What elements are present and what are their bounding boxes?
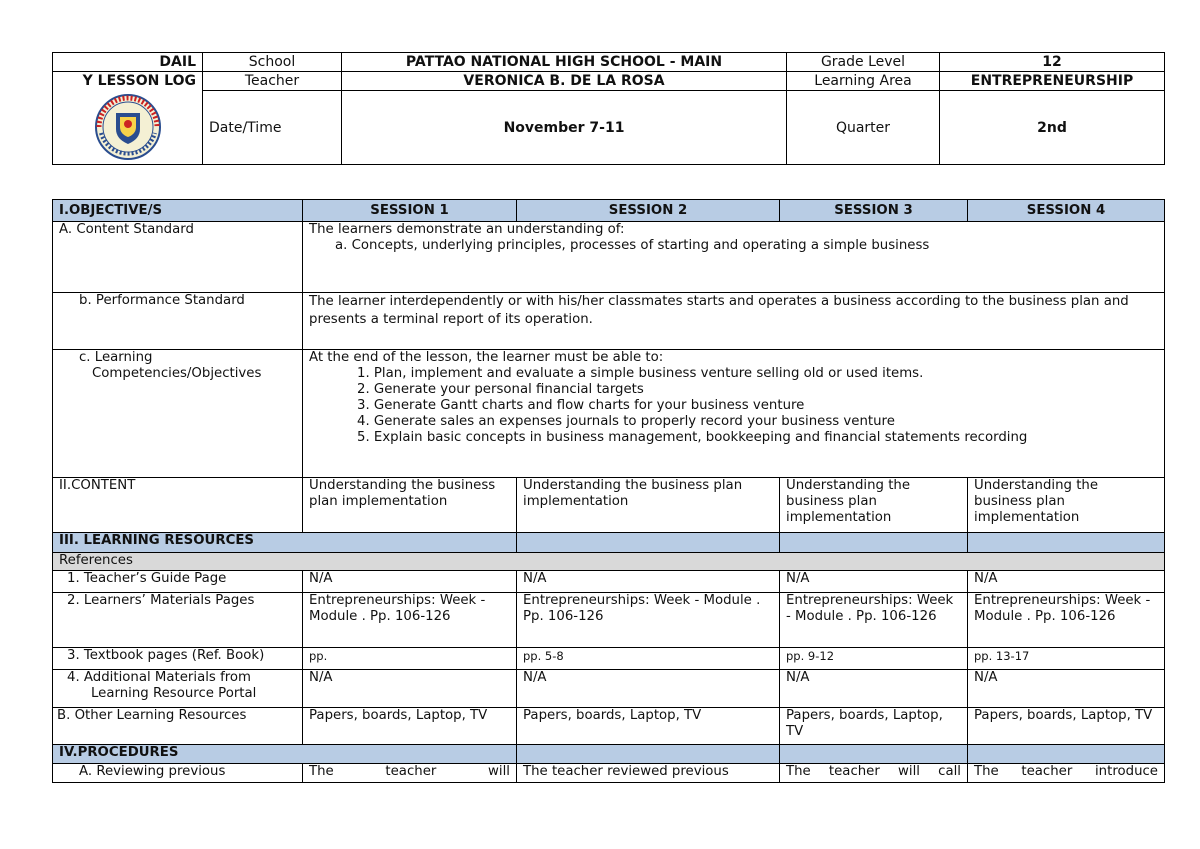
competencies-cell — [303, 350, 1165, 478]
resources-header-row — [53, 533, 1165, 553]
date-value: November 7-11 — [342, 91, 787, 165]
log-title-line2: Y LESSON LOG — [53, 72, 203, 91]
competencies-row — [53, 350, 1165, 478]
competencies-intro: At the end of the lesson, the learner must be able to: — [309, 350, 664, 365]
procedures-empty-4 — [968, 745, 1165, 764]
grade-value: 12 — [940, 53, 1165, 72]
content-standard-label: A. Content Standard — [53, 222, 303, 293]
session-3-header: SESSION 3 — [780, 200, 968, 222]
learners-materials-row — [53, 593, 1165, 648]
additional-materials-label-line1: 4. Additional Materials from — [67, 670, 252, 685]
procedures-empty-2 — [517, 745, 780, 764]
content-session-1: Understanding the business plan implementation — [303, 478, 517, 533]
reviewing-row — [53, 764, 1165, 783]
seal-cell — [53, 91, 203, 165]
reviewing-session-1: The teacher will — [303, 764, 517, 783]
log-title-line1: DAIL — [53, 53, 203, 72]
lesson-table — [52, 199, 1165, 783]
grade-label: Grade Level — [787, 53, 940, 72]
teachers-guide-row — [53, 571, 1165, 593]
teacher-label: Teacher — [203, 72, 342, 91]
learners-materials-session-3: Entrepreneurships: Week - Module . Pp. 106-126 — [780, 593, 968, 648]
teachers-guide-session-2: N/A — [517, 571, 780, 593]
content-session-4: Understanding the business plan implementation — [968, 478, 1165, 533]
content-standard-intro: The learners demonstrate an understanding of: — [309, 222, 625, 237]
competencies-label-cell — [53, 350, 303, 478]
quarter-label: Quarter — [787, 91, 940, 165]
session-4-header: SESSION 4 — [968, 200, 1165, 222]
performance-standard-row — [53, 293, 1165, 350]
other-resources-row — [53, 708, 1165, 745]
competency-item: 4. Generate sales an expenses journals to properly record your business venture — [357, 414, 895, 429]
references-row — [53, 553, 1165, 571]
school-label: School — [203, 53, 342, 72]
additional-materials-session-1: N/A — [303, 670, 517, 708]
other-resources-session-2: Papers, boards, Laptop, TV — [517, 708, 780, 745]
textbook-label: 3. Textbook pages (Ref. Book) — [53, 648, 303, 670]
additional-materials-session-4: N/A — [968, 670, 1165, 708]
textbook-row — [53, 648, 1165, 670]
additional-materials-label-cell — [53, 670, 303, 708]
other-resources-label: B. Other Learning Resources — [53, 708, 303, 745]
teachers-guide-session-1: N/A — [303, 571, 517, 593]
competencies-label-line1: c. Learning — [79, 350, 153, 365]
additional-materials-session-2: N/A — [517, 670, 780, 708]
other-resources-session-3: Papers, boards, Laptop, TV — [780, 708, 968, 745]
competency-item: 3. Generate Gantt charts and flow charts for your business venture — [357, 398, 805, 413]
teacher-value: VERONICA B. DE LA ROSA — [342, 72, 787, 91]
learners-materials-label: 2. Learners’ Materials Pages — [53, 593, 303, 648]
resources-empty-3 — [780, 533, 968, 553]
resources-empty-2 — [517, 533, 780, 553]
other-resources-session-4: Papers, boards, Laptop, TV — [968, 708, 1165, 745]
teachers-guide-label: 1. Teacher’s Guide Page — [53, 571, 303, 593]
header-table — [52, 52, 1165, 165]
textbook-session-4: pp. 13-17 — [968, 648, 1165, 670]
performance-standard-label: b. Performance Standard — [53, 293, 303, 350]
teachers-guide-session-3: N/A — [780, 571, 968, 593]
teachers-guide-session-4: N/A — [968, 571, 1165, 593]
content-session-3: Understanding the business plan implementation — [780, 478, 968, 533]
content-label: II.CONTENT — [53, 478, 303, 533]
content-standard-row — [53, 222, 1165, 293]
learners-materials-session-1: Entrepreneurships: Week - Module . Pp. 106-126 — [303, 593, 517, 648]
textbook-session-2: pp. 5-8 — [517, 648, 780, 670]
school-value: PATTAO NATIONAL HIGH SCHOOL - MAIN — [342, 53, 787, 72]
resources-label: III. LEARNING RESOURCES — [53, 533, 517, 553]
reviewing-session-2: The teacher reviewed previous — [517, 764, 780, 783]
textbook-session-1: pp. — [303, 648, 517, 670]
performance-standard-text: The learner interdependently or with his/her classmates starts and operates a business according to the business plan and presents a terminal report of its operation. — [303, 293, 1165, 350]
reviewing-session-3: The teacher will call — [780, 764, 968, 783]
procedures-header-row — [53, 745, 1165, 764]
learners-materials-session-4: Entrepreneurships: Week - Module . Pp. 106-126 — [968, 593, 1165, 648]
procedures-empty-3 — [780, 745, 968, 764]
competency-item: 1. Plan, implement and evaluate a simple business venture selling old or used items. — [357, 366, 924, 381]
content-session-2: Understanding the business plan implementation — [517, 478, 780, 533]
session-1-header: SESSION 1 — [303, 200, 517, 222]
competencies-label-line2: Competencies/Objectives — [92, 366, 262, 381]
reviewing-label: A. Reviewing previous — [53, 764, 303, 783]
date-label: Date/Time — [203, 91, 342, 165]
references-label: References — [53, 553, 1165, 571]
quarter-value: 2nd — [940, 91, 1165, 165]
additional-materials-session-3: N/A — [780, 670, 968, 708]
learners-materials-session-2: Entrepreneurships: Week - Module . Pp. 106-126 — [517, 593, 780, 648]
content-standard-item: a. Concepts, underlying principles, processes of starting and operating a simple business — [335, 238, 930, 253]
procedures-label: IV.PROCEDURES — [53, 745, 517, 764]
area-value: ENTREPRENEURSHIP — [940, 72, 1165, 91]
other-resources-session-1: Papers, boards, Laptop, TV — [303, 708, 517, 745]
additional-materials-label-line2: Learning Resource Portal — [91, 686, 257, 701]
competency-item: 5. Explain basic concepts in business management, bookkeeping and financial statements recording — [357, 430, 1028, 445]
content-standard-cell — [303, 222, 1165, 293]
reviewing-session-4: The teacher introduce — [968, 764, 1165, 783]
competency-item: 2. Generate your personal financial targets — [357, 382, 644, 397]
objectives-header-row — [53, 200, 1165, 222]
objectives-label: I.OBJECTIVE/S — [53, 200, 303, 222]
textbook-session-3: pp. 9-12 — [780, 648, 968, 670]
area-label: Learning Area — [787, 72, 940, 91]
content-row — [53, 478, 1165, 533]
deped-seal-icon — [87, 91, 169, 163]
additional-materials-row — [53, 670, 1165, 708]
resources-empty-4 — [968, 533, 1165, 553]
session-2-header: SESSION 2 — [517, 200, 780, 222]
